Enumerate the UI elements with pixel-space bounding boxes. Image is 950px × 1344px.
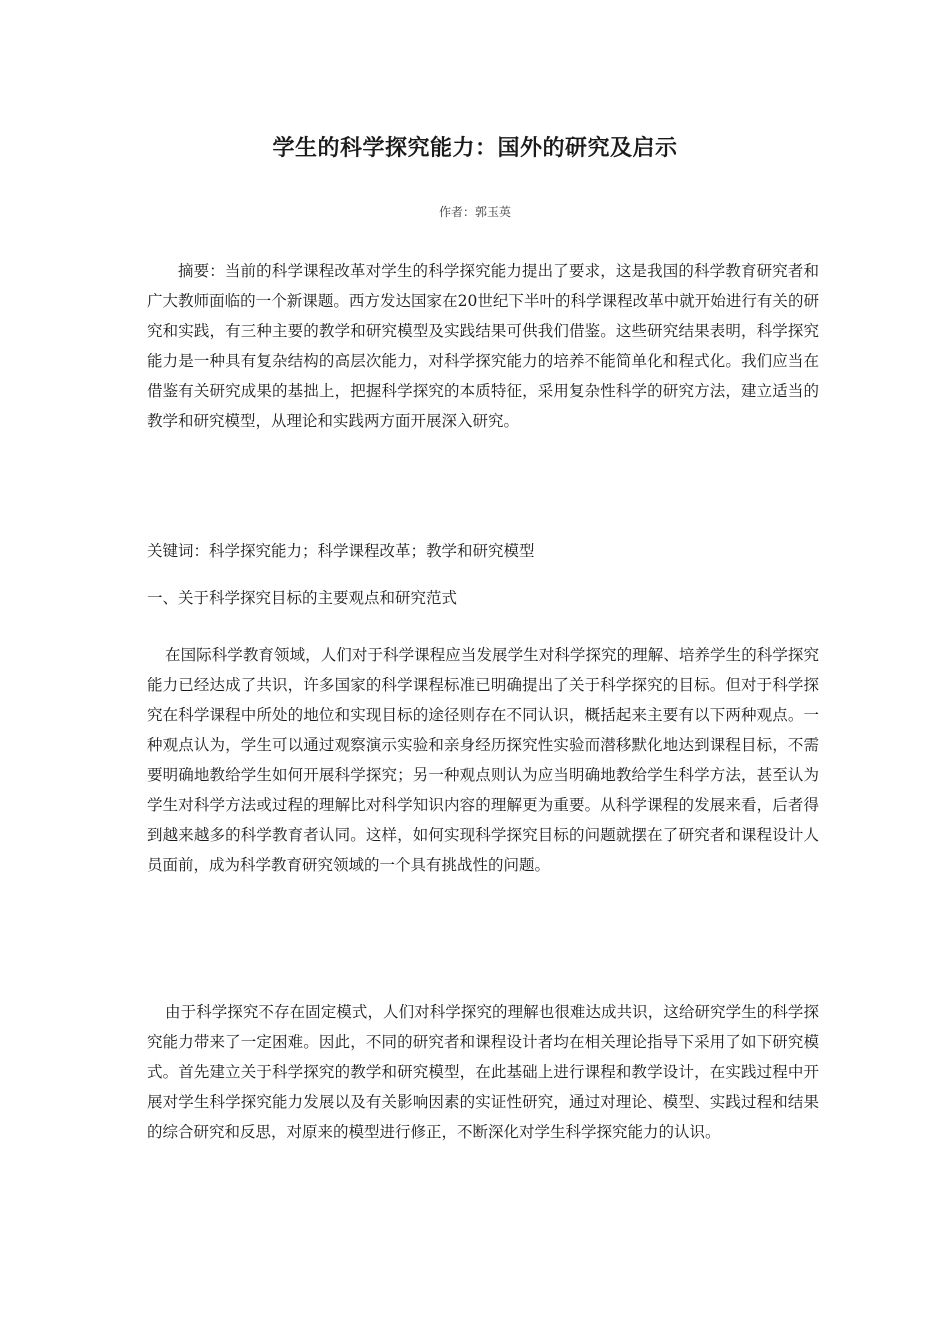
keywords-line: 关键词：科学探究能力；科学课程改革；教学和研究模型: [147, 542, 535, 560]
body-paragraph: 在国际科学教育领域，人们对于科学课程应当发展学生对科学探究的理解、培养学生的科学探究能力已经达成了共识，许多国家的科学课程标准已明确提出了关于科学探究的目标。但对于科学探究在科学课程中所处的地位和实现目标的途径则存在不同认识，概括起来主要有以下两种观点。一种观点认为，学生可以通过观察演示实验和亲身经历探究性实验而潜移默化地达到课程目标，不需要明确地教给学生如何开展科学探究；另一种观点则认为应当明确地教给学生科学方法，甚至认为学生对科学方法或过程的理解比对科学知识内容的理解更为重要。从科学课程的发展来看，后者得到越来越多的科学教育者认同。这样，如何实现科学探究目标的问题就摆在了研究者和课程设计人员面前，成为科学教育研究领域的一个具有挑战性的问题。: [147, 646, 819, 874]
document-title: 学生的科学探究能力：国外的研究及启示: [272, 136, 678, 161]
author-line: 作者：郭玉英: [438, 205, 511, 219]
body-paragraph: 由于科学探究不存在固定模式，人们对科学探究的理解也很难达成共识，这给研究学生的科学探究能力带来了一定困难。因此，不同的研究者和课程设计者均在相关理论指导下采用了如下研究模式。首先建立关于科学探究的教学和研究模型，在此基础上进行课程和教学设计，在实践过程中开展对学生科学探究能力发展以及有关影响因素的实证性研究，通过对理论、模型、实践过程和结果的综合研究和反思，对原来的模型进行修正，不断深化对学生科学探究能力的认识。: [147, 1003, 819, 1141]
section-heading: 一、关于科学探究目标的主要观点和研究范式: [147, 589, 458, 607]
abstract-paragraph: 摘要：当前的科学课程改革对学生的科学探究能力提出了要求，这是我国的科学教育研究者和广大教师面临的一个新课题。西方发达国家在20世纪下半叶的科学课程改革中就开始进行有关的研究和实践，有三种主要的教学和研究模型及实践结果可供我们借鉴。这些研究结果表明，科学探究能力是一种具有复杂结构的高层次能力，对科学探究能力的培养不能简单化和程式化。我们应当在借鉴有关研究成果的基拙上，把握科学探究的本质特征，采用复杂性科学的研究方法，建立适当的教学和研究模型，从理论和实践两方面开展深入研究。: [147, 262, 819, 430]
